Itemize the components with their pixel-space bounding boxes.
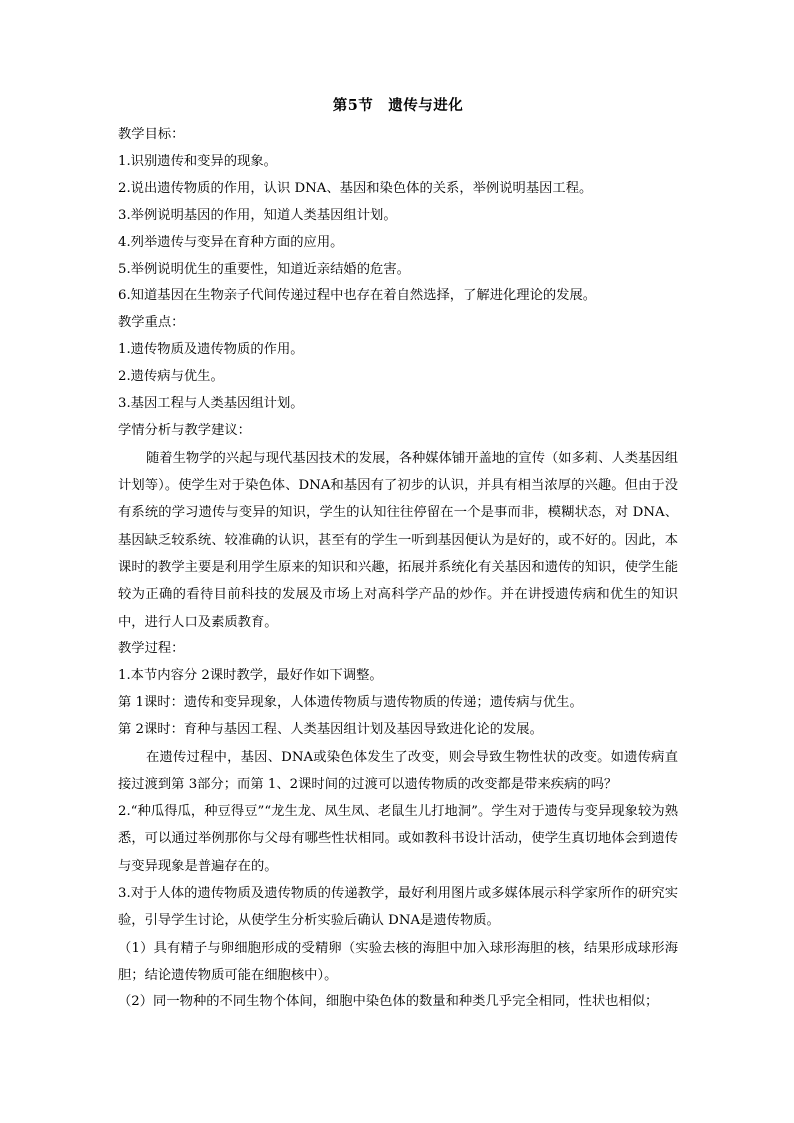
objective-item: 4.列举遗传与变异在育种方面的应用。 <box>118 234 344 250</box>
key-point-item: 3.基因工程与人类基因组计划。 <box>118 396 304 412</box>
process-item-3: 3.对于人体的遗传物质及遗传物质的传递教学，最好利用图片或多媒体展示科学家所作的研究实验，引导学生讨论，从使学生分析实验后确认 DNA是遗传物质。 <box>118 886 678 929</box>
objective-item: 3.举例说明基因的作用，知道人类基因组计划。 <box>118 207 397 223</box>
objective-item: 6.知道基因在生物亲子代间传递过程中也存在着自然选择，了解进化理论的发展。 <box>118 288 597 304</box>
process-item-2: 2.“种瓜得瓜，种豆得豆”“龙生龙、凤生凤、老鼠生儿打地洞”。学生对于遗传与变异现象较为熟悉，可以通过举例那你与父母有哪些性状相同。或如教科书设计活动，使学生真切地体会到遗传与变异现象是普遍存在的。 <box>118 804 678 874</box>
objective-item: 5.举例说明优生的重要性，知道近亲结婚的危害。 <box>118 261 410 277</box>
page-title: 第5节 遗传与进化 <box>332 97 464 114</box>
document-page <box>118 96 678 1016</box>
analysis-paragraph: 随着生物学的兴起与现代基因技术的发展，各种媒体铺开盖地的宣传（如多莉、人类基因组计划等）。使学生对于染色体、DNA和基因有了初步的认识，并具有相当浓厚的兴趣。但由于没有系统的学习遗传与变异的知识，学生的认知往往停留在一个是事而非，模糊状态，对 DNA、基因缺乏较系统、较准确的认识，甚至有的学生一听到基因便认为是好的，或不好的。因此，本课时的教学主要是利用学生原来的知识和兴趣，拓展并系统化有关基因和遗传的知识，使学生能较为正确的看待目前科技的发展及市场上对高科学产品的炒作。并在讲授遗传病和优生的知识中，进行人口及素质教育。 <box>118 450 678 630</box>
key-point-item: 2.遗传病与优生。 <box>118 369 224 385</box>
process-paragraph-1: 在遗传过程中，基因、DNA或染色体发生了改变，则会导致生物性状的改变。如遗传病直接过渡到第 3部分；而第 1、2课时间的过渡可以遗传物质的改变都是带来疾病的吗？ <box>118 749 678 792</box>
process-sub-item-1: （1）具有精子与卵细胞形成的受精卵（实验去核的海胆中加入球形海胆的核，结果形成球形海胆；结论遗传物质可能在细胞核中）。 <box>118 940 678 983</box>
objective-item: 1.识别遗传和变异的现象。 <box>118 153 277 169</box>
key-points-heading: 教学重点： <box>118 315 185 331</box>
lesson-2-line: 第 2课时：育种与基因工程、人类基因组计划及基因导致进化论的发展。 <box>118 721 543 737</box>
process-heading: 教学过程： <box>118 640 185 656</box>
process-sub-item-2: （2）同一物种的不同生物个体间，细胞中染色体的数量和种类几乎完全相同，性状也相似； <box>118 994 659 1010</box>
objectives-heading: 教学目标： <box>118 127 185 142</box>
process-item-1: 1.本节内容分 2课时教学，最好作如下调整。 <box>118 667 383 683</box>
lesson-1-line: 第 1课时：遗传和变异现象，人体遗传物质与遗传物质的传递；遗传病与优生。 <box>118 694 583 710</box>
key-point-item: 1.遗传物质及遗传物质的作用。 <box>118 342 304 358</box>
analysis-heading: 学情分析与教学建议： <box>118 422 251 438</box>
objective-item: 2.说出遗传物质的作用，认识 DNA、基因和染色体的关系，举例说明基因工程。 <box>118 180 593 196</box>
